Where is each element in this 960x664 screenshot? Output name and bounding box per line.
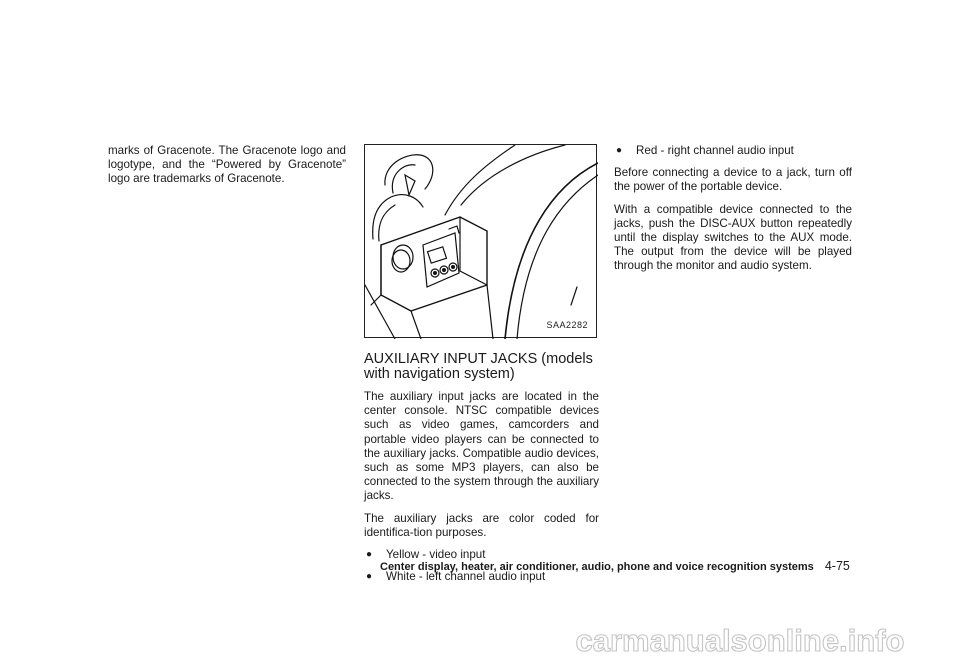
section-heading: AUXILIARY INPUT JACKS (models with navigation system) xyxy=(364,351,593,382)
svg-text:carmanualsonline.info: carmanualsonline.info xyxy=(575,624,905,658)
page-number: 4-75 xyxy=(824,559,850,573)
paragraph-gracenote: marks of Gracenote. The Gracenote logo and logotype, and the “Powered by Gracenote” logo are trademarks of Gracenote. xyxy=(108,144,346,186)
console-illustration xyxy=(364,144,597,338)
list-item: ● White - left channel audio input xyxy=(366,570,546,584)
bullet-icon: ● xyxy=(366,571,373,583)
aux-jack-drawing xyxy=(365,145,598,339)
bullet-icon: ● xyxy=(616,145,623,156)
watermark-logo xyxy=(528,624,953,660)
column-3 xyxy=(614,144,852,282)
figure-code: SAA2282 xyxy=(546,319,588,330)
column-2 xyxy=(364,144,599,592)
bullet-icon: ● xyxy=(366,549,373,561)
footer-section-title: Center display, heater, air conditioner, audio, phone and voice recognition systems xyxy=(380,561,814,573)
jack-color-list-continued xyxy=(614,144,852,158)
list-item: ● Yellow - video input xyxy=(366,548,486,562)
list-item: ● Red - right channel audio input xyxy=(616,144,794,157)
column-1 xyxy=(108,144,346,195)
paragraph-before-connecting: Before connecting a device to a jack, turn off the power of the portable device. xyxy=(614,166,852,194)
paragraph-color-coded: The auxiliary jacks are color coded for identifica-tion purposes. xyxy=(364,511,599,539)
paragraph-aux-intro: The auxiliary input jacks are located in the center console. NTSC compatible devices such as video games, camcorders and portable video players can be connected to the auxiliary jacks. Compatible audio devices, such as some MP3 players, can also be connected to the system through the auxiliary jacks. xyxy=(364,390,599,503)
page-footer xyxy=(380,559,860,573)
paragraph-disc-aux: With a compatible device connected to the jacks, push the DISC-AUX button repeatedly until the display switches to the AUX mode. The output from the device will be played through the monitor and audio system. xyxy=(614,202,852,273)
